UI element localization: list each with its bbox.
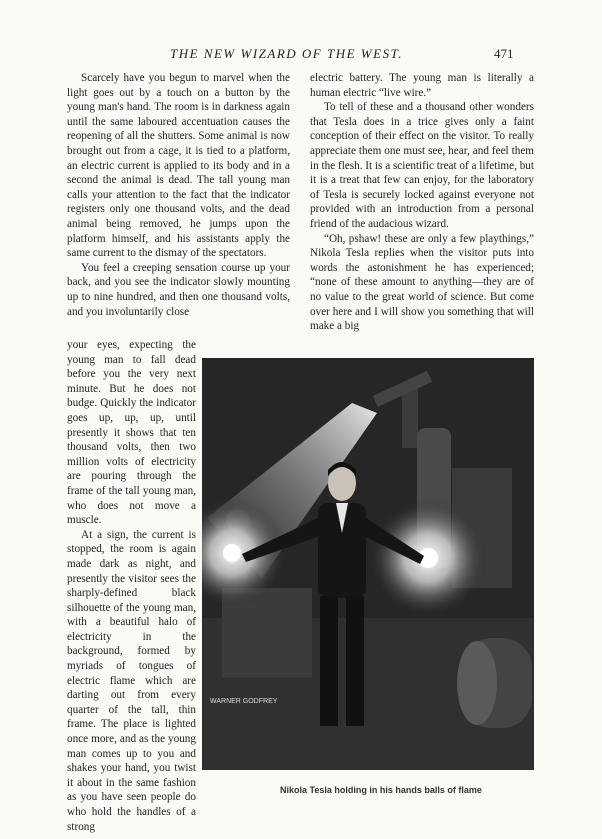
paragraph: “Oh, pshaw! these are only a few playthings,” Nikola Tesla replies when the visitor puts into words the astonishment he has experienced; “none of these amount to anything—they are of no value to the great world of science. But come over here and I will show you something that will make a big [310, 232, 534, 333]
running-title: THE NEW WIZARD OF THE WEST. [170, 46, 404, 61]
illustration-caption: Nikola Tesla holding in his hands balls of flame [280, 785, 482, 795]
illustration-signature: WARNER GODFREY [210, 698, 278, 705]
paragraph: You feel a creeping sensation course up your back, and you see the indicator slowly mounting up to nine hundred, and then one thousand volts, and you involuntarily close [67, 261, 290, 318]
paragraph: Scarcely have you begun to marvel when the light goes out by a touch on a button by the young man's hand. The room is in darkness again until the same laboured accentuation causes the reopening of all the shutters. Some animal is now brought out from a cage, it is tied to a platform, an electric current is applied to its body and in a second the animal is dead. The tall young man calls your attention to the fact that the indicator registers only one thousand volts, and the dead animal being removed, he jumps upon the platform himself, and his assistants apply the same current to the dismay of the spectators. [67, 72, 290, 260]
tesla-illustration-drawing [202, 358, 534, 770]
paragraph: At a sign, the current is stopped, the room is again made dark as night, and presently the visitor sees the sharply-defined black silhouette of the young man, with a beautiful halo of electricity in the background, formed by myriads of tongues of electric flame which are darting out from every quarter of the tall, thin frame. The place is lighted once more, and as the young man comes up to you and shakes your hand, you twist it about in the same fashion as you have seen people do who hold the handles of a strong [67, 528, 196, 833]
page-number: 471 [494, 46, 514, 61]
left-column-narrow [67, 338, 196, 834]
paragraph: your eyes, expecting the young man to fall dead before you the very next minute. But he does not budge. Quickly the indicator goes up, up, up, until presently it shows that ten thousand volts, then two million volts of electricity are pouring through the frame of the tall young man, who does not move a muscle. [67, 339, 196, 527]
right-column-top [310, 71, 534, 334]
left-column-top [67, 71, 290, 319]
tesla-illustration [202, 358, 534, 770]
paragraph: To tell of these and a thousand other wonders that Tesla does in a trice gives only a faint conception of their effect on the visitor. To really appreciate them one must see, hear, and feel them in the flesh. It is a scientific treat of a lifetime, but it is a treat that few can enjoy, for the laboratory of Tesla is securely locked against everyone not provided with an introduction from a personal friend of the audacious wizard. [310, 101, 534, 230]
paragraph: electric battery. The young man is literally a human electric “live wire.” [310, 72, 534, 99]
